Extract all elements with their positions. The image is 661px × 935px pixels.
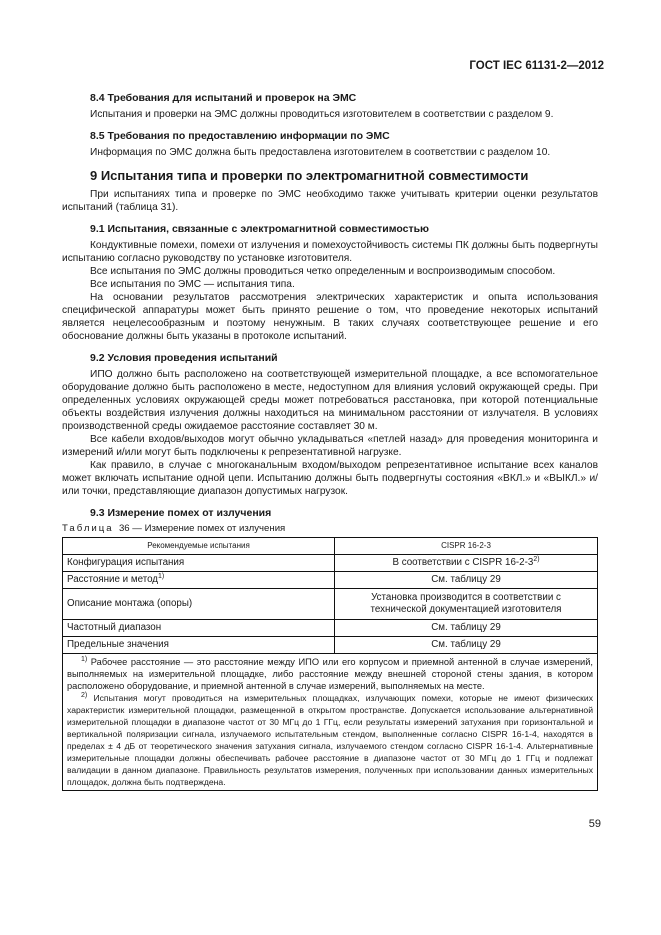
footnote-2 — [67, 692, 593, 788]
cell-text: См. таблицу 29 — [431, 622, 501, 633]
table-cell — [335, 637, 598, 654]
table-cell — [335, 572, 598, 589]
paragraph: Испытания и проверки на ЭМС должны проводиться изготовителем в соответствии с разделом 9. — [90, 109, 554, 120]
table-row — [63, 555, 598, 572]
footnote-mark: 1) — [81, 656, 88, 663]
paragraph: Все испытания по ЭМС — испытания типа. — [90, 279, 295, 290]
footnote-1 — [67, 656, 593, 692]
footnote-text: Испытания могут проводиться на измерительных площадках, излучающих помехи, которые не имеют физических характеристик измерительной площадки, размещенной в открытом пространстве. Допускается использование альтернативной измерительной площадки в диапазоне частот от 30 МГц до 1 ГГц, если результаты измерений затухания при горизонтальной и вертикальной поляризации сигнала, излучаемого испытательным стендом, выполненные согласно CISPR 16-1-4, находятся в пределах ± 4 дБ от теоретического значения затухания сигнала, излучаемого стендом согласно CISPR 16-1-4. Альтернативные измерительные площадки должны обеспечивать рабочее расстояние в диапазоне частот от 30 МГц до 1 ГГц и подлежат валидации в данном диапазоне. Правильность результатов измерения, полученных при использовании данных измерительных площадок, должна быть подтверждена. — [67, 693, 594, 787]
footnote-mark: 2) — [81, 692, 88, 699]
column-header: Рекомендуемые испытания — [63, 538, 335, 555]
table-cell — [63, 620, 335, 637]
page-content — [62, 92, 598, 791]
table-caption — [62, 523, 598, 534]
table-caption-text: 36 — Измерение помех от излучения — [118, 523, 286, 534]
paragraph: На основании результатов рассмотрения электрических характеристик и опыта использования специфической аппаратуры может быть принято решение о том, что проведение некоторых испытаний является нецелесообразным и поэтому ненужным. В таких случаях соответствующее решение и его обоснование должны быть указаны в протоколе испытаний. — [62, 292, 598, 342]
section-9-title: 9 Испытания типа и проверки по электромагнитной совместимости — [90, 168, 529, 183]
table-header-row — [63, 538, 598, 555]
cell-text: См. таблицу 29 — [431, 574, 501, 585]
cell-text: В соответствии с CISPR 16-2-3 — [392, 557, 534, 568]
table-cell — [63, 589, 335, 620]
paragraph: Кондуктивные помехи, помехи от излучения и помехоустойчивость системы ПК должны быть подвергнуты испытанию согласно руководству по установке изготовителя. — [62, 240, 598, 264]
table-cell — [63, 555, 335, 572]
cell-text: Предельные значения — [67, 639, 169, 650]
cell-text: Описание монтажа (опоры) — [67, 598, 193, 609]
cell-text: Конфигурация испытания — [67, 557, 185, 568]
cell-text: Расстояние и метод — [67, 574, 159, 585]
cell-text: Частотный диапазон — [67, 622, 162, 633]
table-cell — [335, 589, 598, 620]
table-label: Таблица — [62, 523, 114, 534]
cell-text: Установка производится в соответствии с технической документацией изготовителя — [370, 592, 562, 615]
section-8-5-title: 8.5 Требования по предоставлению информации по ЭМС — [90, 130, 390, 142]
footnote-text: Рабочее расстояние — это расстояние между ИПО или его корпусом и приемной антенной в случае измерений, выполняемых на измерительной площадке, либо расстояние между внешней стороной стены здания, в котором расположено оборудование, и приемной антенной в случае измерений, выполняемых на месте. — [67, 657, 593, 691]
footnote-ref: 1) — [158, 573, 165, 580]
section-9-2-title: 9.2 Условия проведения испытаний — [90, 352, 278, 364]
paragraph: Все испытания по ЭМС должны проводиться четко определенным и воспроизводимым способом. — [90, 266, 556, 277]
paragraph: Все кабели входов/выходов могут обычно укладываться «петлей назад» для проведения мониторинга и измерений и/или могут быть подключены к репрезентативной нагрузке. — [62, 434, 598, 458]
footnote-ref: 2) — [533, 556, 540, 563]
page-number: 59 — [588, 818, 601, 830]
table-cell — [335, 555, 598, 572]
table-row — [63, 620, 598, 637]
section-8-4-title: 8.4 Требования для испытаний и проверок на ЭМС — [90, 92, 357, 104]
standard-designation: ГОСТ IEC 61131-2—2012 — [469, 60, 604, 72]
section-9-1-title: 9.1 Испытания, связанные с электромагнитной совместимостью — [90, 223, 430, 235]
table-row — [63, 589, 598, 620]
table-notes-row — [63, 654, 598, 791]
paragraph: Информация по ЭМС должна быть предоставлена изготовителем в соответствии с разделом 10. — [90, 147, 551, 158]
paragraph: ИПО должно быть расположено на соответствующей измерительной площадке, а все вспомогательное оборудование должно быть расположено в месте, недоступном для влияния условий окружающей среды. При определенных условиях окружающей среды может потребоваться расстановка, при которой потенциальные объекты воздействия излучения должны находиться на минимальном расстоянии от излучателя. В условиях производственной среды ожидаемое расстояние составляет 30 м. — [62, 369, 598, 432]
section-9-3-title: 9.3 Измерение помех от излучения — [90, 507, 272, 519]
paragraph: Как правило, в случае с многоканальным входом/выходом репрезентативное испытание всех каналов может включать испытание одной цепи. Испытанию должны быть подвергнуты состояния «ВКЛ.» и «ВЫКЛ.» и/или точки, представляющие диапазон допустимых нагрузок. — [62, 460, 598, 497]
table-row — [63, 572, 598, 589]
emission-measurement-table — [62, 537, 598, 791]
table-notes — [63, 654, 598, 791]
cell-text: См. таблицу 29 — [431, 639, 501, 650]
table-cell — [63, 637, 335, 654]
paragraph: При испытаниях типа и проверке по ЭМС необходимо также учитывать критерии оценки результатов испытаний (таблица 31). — [62, 189, 598, 213]
column-header: CISPR 16-2-3 — [335, 538, 598, 555]
table-row — [63, 637, 598, 654]
table-cell — [335, 620, 598, 637]
table-cell — [63, 572, 335, 589]
